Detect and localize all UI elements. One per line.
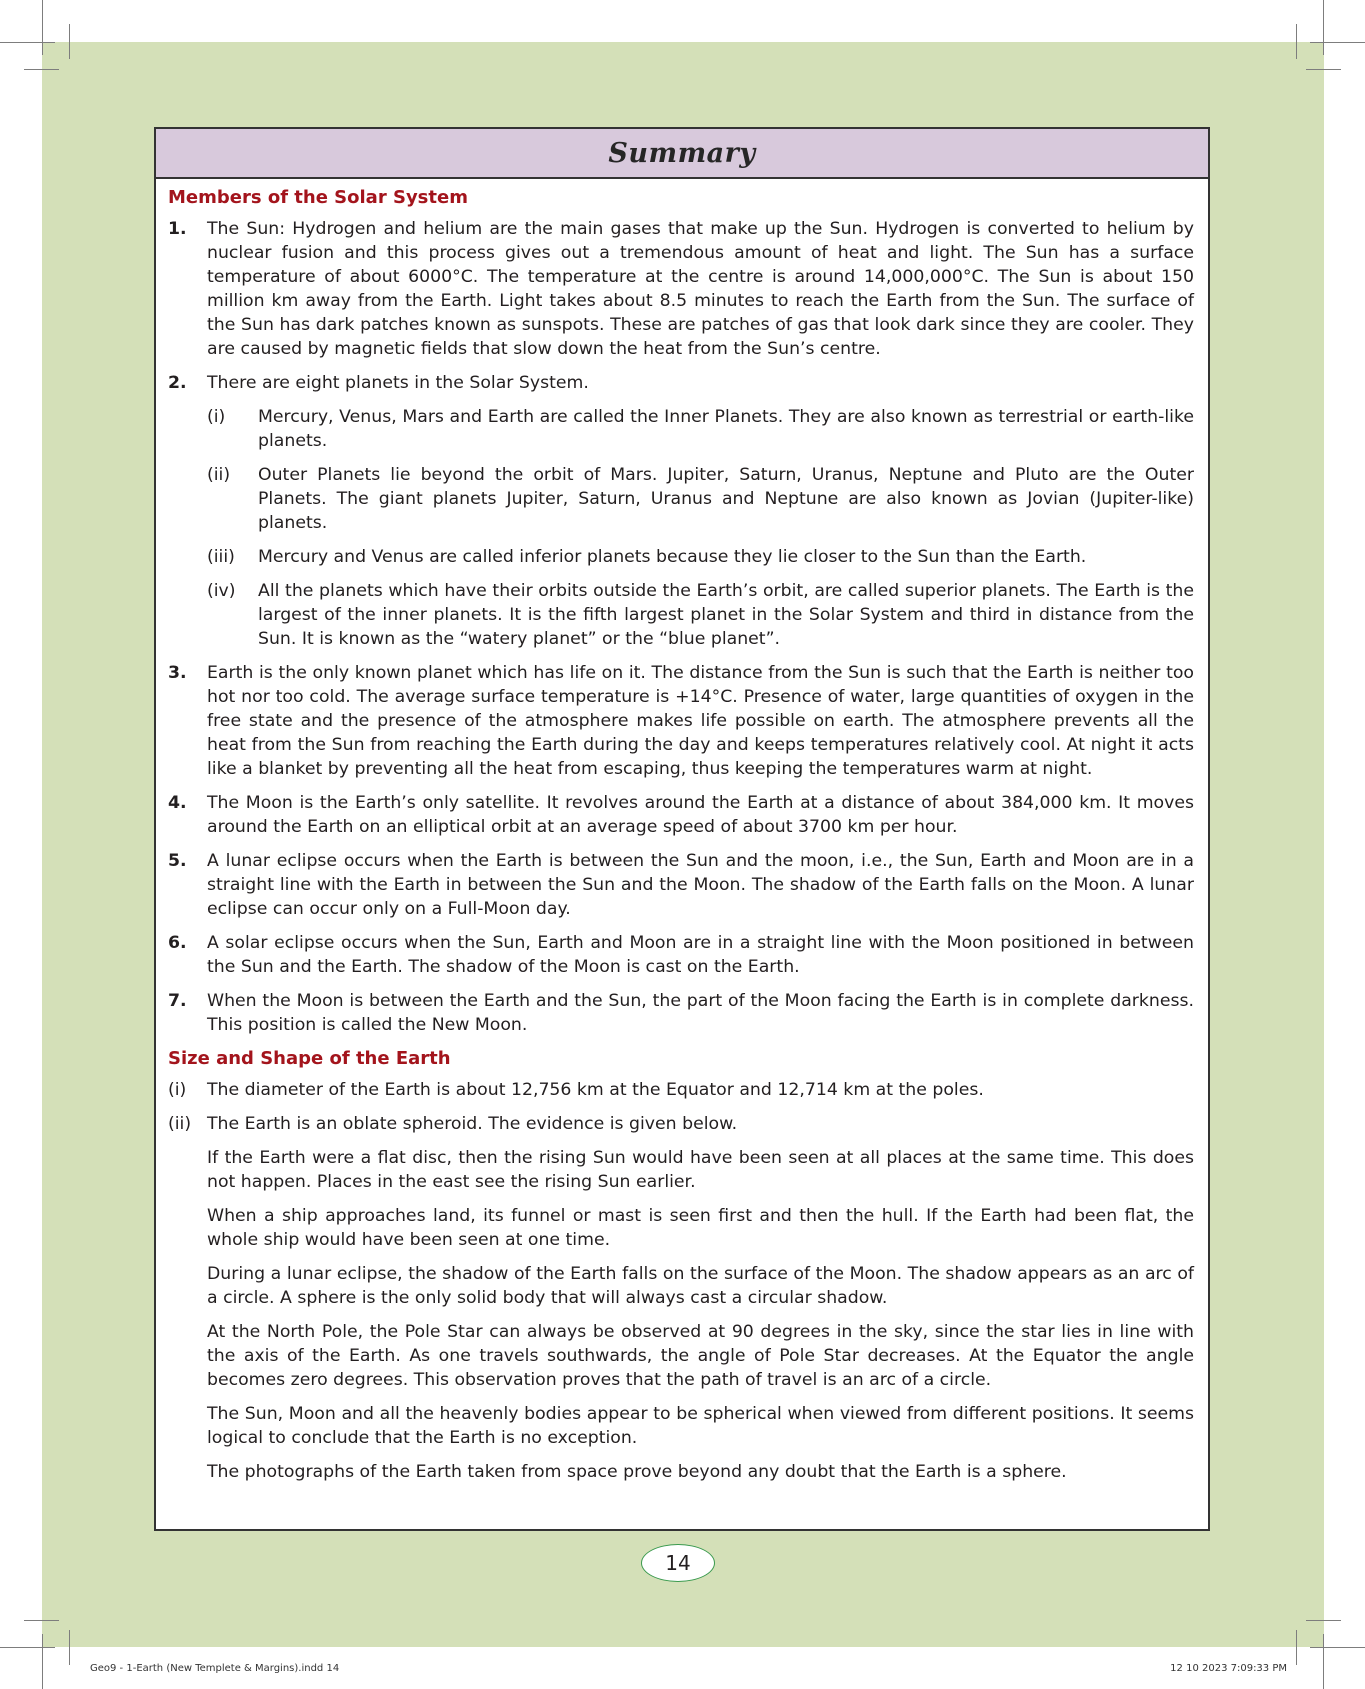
item-content <box>207 371 1194 651</box>
list-item <box>168 217 1194 361</box>
item-number: (i) <box>168 1080 187 1100</box>
item-number: 1. <box>168 219 187 239</box>
item-text: The diameter of the Earth is about 12,756 km at the Equator and 12,714 km at the poles. <box>207 1080 984 1100</box>
item-text: Earth is the only known planet which has life on it. The distance from the Sun is such that the Earth is neither too hot nor too cold. The average surface temperature is +14°C. Presence of water, large quantities of oxygen in the free state and the presence of the atmosphere makes life possible on earth. The atmosphere prevents all the heat from the Sun from reaching the Earth during the day and keeps temperatures relatively cool. At night it acts like a blanket by preventing all the heat from escaping, thus keeping the temperatures warm at night. <box>207 663 1194 779</box>
item-text: There are eight planets in the Solar System. <box>207 373 589 393</box>
crop-mark <box>1310 1647 1365 1648</box>
item-text: A lunar eclipse occurs when the Earth is between the Sun and the moon, i.e., the Sun, Earth and Moon are in a straight line with the Earth in between the Sun and the Moon. The shadow of the Earth falls on the Moon. A lunar eclipse can occur only on a Full-Moon day. <box>207 851 1194 919</box>
crop-mark <box>42 0 43 55</box>
sub-item-number: (iii) <box>207 547 235 567</box>
list-item <box>168 1078 1194 1102</box>
list-item <box>168 849 1194 921</box>
item-number: (ii) <box>168 1114 192 1134</box>
crop-mark <box>24 1620 59 1621</box>
slug-timestamp: 12 10 2023 7:09:33 PM <box>1170 1663 1287 1674</box>
list-item <box>168 661 1194 781</box>
sub-item <box>207 579 1194 651</box>
evidence-paragraph: During a lunar eclipse, the shadow of the Earth falls on the surface of the Moon. The shadow appears as an arc of a circle. A sphere is the only solid body that will always cast a circular shadow. <box>207 1264 1194 1308</box>
evidence-paragraph: The Sun, Moon and all the heavenly bodies appear to be spherical when viewed from different positions. It seems logical to conclude that the Earth is no exception. <box>207 1404 1194 1448</box>
crop-mark <box>1310 42 1365 43</box>
item-text: The Sun: Hydrogen and helium are the main gases that make up the Sun. Hydrogen is converted to helium by nuclear fusion and this process gives out a tremendous amount of heat and light. The Sun has a surface temperature of about 6000°C. The temperature at the centre is around 14,000,000°C. The Sun is about 150 million km away from the Earth. Light takes about 8.5 minutes to reach the Earth from the Sun. The surface of the Sun has dark patches known as sunspots. These are patches of gas that look dark since they are cooler. They are caused by magnetic fields that slow down the heat from the Sun’s centre. <box>207 219 1194 359</box>
item-number: 3. <box>168 663 187 683</box>
evidence-paragraph: If the Earth were a flat disc, then the rising Sun would have been seen at all places at the same time. This does not happen. Places in the east see the rising Sun earlier. <box>207 1148 1194 1192</box>
item-text: When the Moon is between the Earth and the Sun, the part of the Moon facing the Earth is in complete darkness. This position is called the New Moon. <box>207 991 1194 1035</box>
crop-mark <box>1296 1630 1297 1665</box>
page-number: 14 <box>641 1544 715 1582</box>
sub-item-text: Outer Planets lie beyond the orbit of Mars. Jupiter, Saturn, Uranus, Neptune and Pluto are the Outer Planets. The giant planets Jupiter, Saturn, Uranus and Neptune are also known as Jovian (Jupiter-like) planets. <box>258 465 1194 533</box>
section-heading-solar-system: Members of the Solar System <box>168 187 468 208</box>
crop-mark <box>1323 1634 1324 1689</box>
summary-header <box>156 129 1208 179</box>
crop-mark <box>24 69 59 70</box>
item-number: 4. <box>168 793 187 813</box>
sub-item <box>207 545 1194 569</box>
crop-mark <box>42 1634 43 1689</box>
sub-item-text: Mercury, Venus, Mars and Earth are called the Inner Planets. They are also known as terrestrial or earth-like planets. <box>258 407 1194 451</box>
slug-filename: Geo9 - 1-Earth (New Templete & Margins).indd 14 <box>90 1663 340 1674</box>
sub-item-number: (i) <box>207 407 226 427</box>
section-heading-earth-shape: Size and Shape of the Earth <box>168 1048 451 1069</box>
sub-item-number: (iv) <box>207 581 236 601</box>
sub-item-number: (ii) <box>207 465 231 485</box>
item-number: 6. <box>168 933 187 953</box>
list-item <box>168 791 1194 839</box>
crop-mark <box>1306 69 1341 70</box>
sub-item <box>207 405 1194 453</box>
item-text: The Moon is the Earth’s only satellite. It revolves around the Earth at a distance of about 384,000 km. It moves around the Earth on an elliptical orbit at an average speed of about 3700 km per hour. <box>207 793 1194 837</box>
sub-item-text: Mercury and Venus are called inferior planets because they lie closer to the Sun than the Earth. <box>258 547 1087 567</box>
item-number: 2. <box>168 373 187 393</box>
list-item <box>168 989 1194 1037</box>
evidence-paragraph: At the North Pole, the Pole Star can always be observed at 90 degrees in the sky, since the star lies in line with the axis of the Earth. As one travels southwards, the angle of Pole Star decreases. At the Equator the angle becomes zero degrees. This observation proves that the path of travel is an arc of a circle. <box>207 1322 1194 1390</box>
item-number: 7. <box>168 991 187 1011</box>
crop-mark <box>0 42 55 43</box>
crop-mark <box>69 1630 70 1665</box>
crop-mark <box>69 24 70 59</box>
summary-title: Summary <box>608 137 756 169</box>
evidence-paragraph: The photographs of the Earth taken from space prove beyond any doubt that the Earth is a sphere. <box>207 1462 1067 1482</box>
crop-mark <box>1296 24 1297 59</box>
sub-item <box>207 463 1194 535</box>
item-number: 5. <box>168 851 187 871</box>
list-item <box>168 931 1194 979</box>
item-text: A solar eclipse occurs when the Sun, Earth and Moon are in a straight line with the Moon positioned in between the Sun and the Earth. The shadow of the Moon is cast on the Earth. <box>207 933 1194 977</box>
crop-mark <box>1323 0 1324 55</box>
item-text: The Earth is an oblate spheroid. The evidence is given below. <box>207 1114 738 1134</box>
summary-box <box>154 127 1210 1531</box>
list-item <box>168 1112 1194 1136</box>
sub-list <box>207 405 1194 651</box>
list-item <box>168 371 1194 651</box>
summary-body <box>156 179 1208 1484</box>
evidence-paragraph: When a ship approaches land, its funnel or mast is seen first and then the hull. If the Earth had been flat, the whole ship would have been seen at one time. <box>207 1206 1194 1250</box>
crop-mark <box>0 1647 55 1648</box>
crop-mark <box>1306 1620 1341 1621</box>
sub-item-text: All the planets which have their orbits outside the Earth’s orbit, are called superior planets. The Earth is the largest of the inner planets. It is the fifth largest planet in the Solar System and third in distance from the Sun. It is known as the “watery planet” or the “blue planet”. <box>258 581 1194 649</box>
